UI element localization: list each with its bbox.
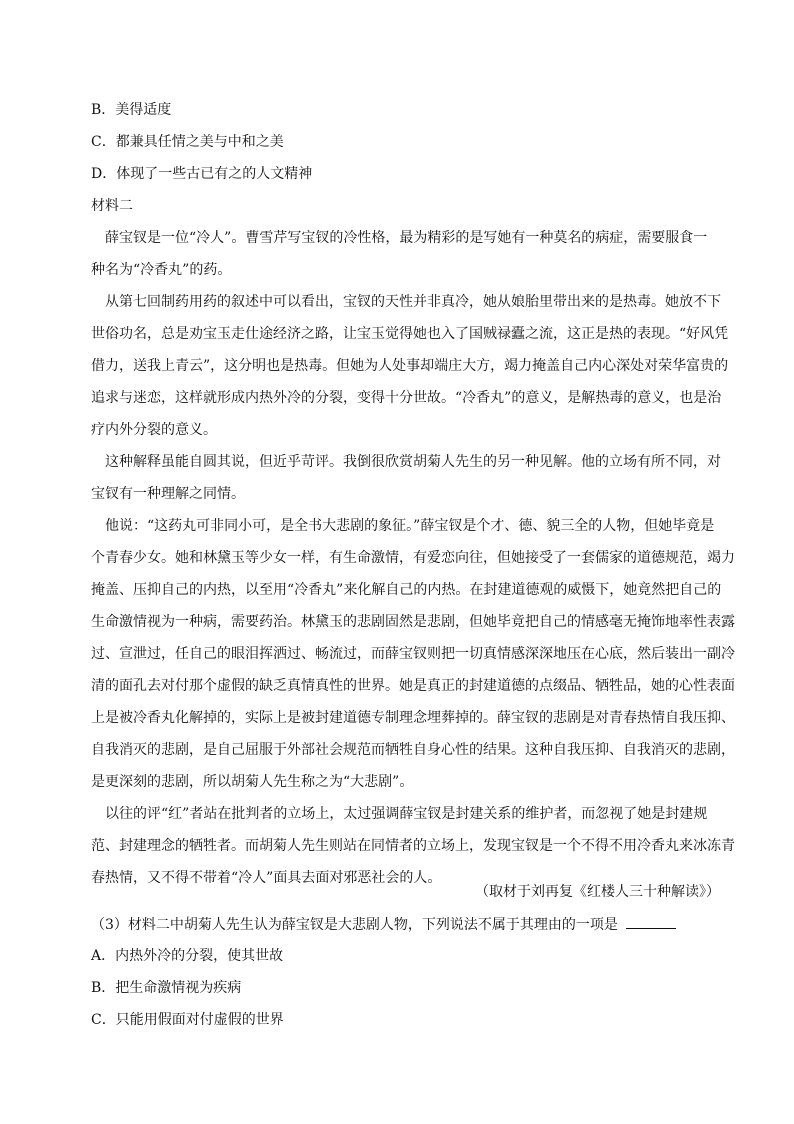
option-c-bottom: C．只能用假面对付虚假的世界 bbox=[91, 1012, 284, 1028]
paragraph-4-line-1: 他说：“这药丸可非同小可，是全书大悲剧的象征。”薛宝钗是个才、德、貌三全的人物，但她毕竟是 bbox=[105, 518, 715, 534]
option-b: B．美得适度 bbox=[91, 102, 172, 118]
source-citation: （取材于刘再复《红楼人三十种解读》） bbox=[475, 884, 720, 900]
paragraph-1-line-1: 薛宝钗是一位“冷人”。曹雪芹写宝钗的冷性格，最为精彩的是写她有一种莫名的病症，需要服食一 bbox=[105, 230, 708, 246]
paragraph-5-line-2: 范、封建理念的牺牲者。而胡菊人先生则站在同情者的立场上，发现宝钗是一个不得不用冷香丸来冰冻青 bbox=[91, 838, 735, 854]
question-3 bbox=[0, 916, 794, 933]
paragraph-2-line-3: 借力，送我上青云”，这分明也是热毒。但她为人处事却端庄大方，竭力掩盖自己内心深处对荣华富贵的 bbox=[91, 358, 729, 374]
paragraph-2-line-2: 世俗功名，总是劝宝玉走仕途经济之路，让宝玉觉得她也入了国贼禄蠹之流，这正是热的表现。“好风凭 bbox=[91, 326, 729, 342]
paragraph-4-line-5: 过、宣泄过，任自己的眼泪挥洒过、畅流过，而薛宝钗则把一切真情感深深地压在心底，然后装出一副冷 bbox=[91, 646, 735, 662]
paragraph-2-line-1: 从第七回制药用药的叙述中可以看出，宝钗的天性并非真冷，她从娘胎里带出来的是热毒。她放不下 bbox=[105, 294, 721, 310]
paragraph-4-line-8: 自我消灭的悲剧，是自己屈服于外部社会规范而牺牲自身心性的结果。这种自我压抑、自我消灭的悲剧， bbox=[91, 742, 735, 758]
paragraph-5-line-3: 春热情，又不得不带着“冷人”面具去面对邪恶社会的人。 bbox=[91, 870, 442, 886]
paragraph-2-line-5: 疗内外分裂的意义。 bbox=[91, 422, 217, 438]
option-c: C．都兼具任情之美与中和之美 bbox=[91, 134, 284, 150]
paragraph-4-line-9: 是更深刻的悲剧，所以胡菊人先生称之为“大悲剧”。 bbox=[91, 774, 414, 790]
option-b-bottom: B．把生命激情视为疾病 bbox=[91, 980, 242, 996]
option-d: D．体现了一些古已有之的人文精神 bbox=[91, 166, 313, 182]
paragraph-4-line-3: 掩盖、压抑自己的内热，以至用“冷香丸”来化解自己的内热。在封建道德观的威慑下，她竟然把自己的 bbox=[91, 582, 722, 598]
answer-blank[interactable] bbox=[626, 916, 676, 929]
paragraph-3-line-1: 这种解释虽能自圆其说，但近乎苛评。我倒很欣赏胡菊人先生的另一种见解。他的立场有所不同，对 bbox=[105, 454, 721, 470]
paragraph-4-line-4: 生命激情视为一种病，需要药治。林黛玉的悲剧固然是悲剧，但她毕竟把自己的情感毫无掩饰地率性表露 bbox=[91, 614, 735, 630]
paragraph-2-line-4: 追求与迷恋，这样就形成内热外冷的分裂，变得十分世故。“冷香丸”的意义，是解热毒的意义，也是治 bbox=[91, 390, 722, 406]
question-text: （3）材料二中胡菊人先生认为薛宝钗是大悲剧人物，下列说法不属于其理由的一项是 bbox=[91, 917, 618, 933]
paragraph-5-line-1: 以往的评“红”者站在批判者的立场上，太过强调薛宝钗是封建关系的维护者，而忽视了她是封建规 bbox=[105, 806, 708, 822]
paragraph-3-line-2: 宝钗有一种理解之同情。 bbox=[91, 486, 245, 502]
material-label: 材料二 bbox=[91, 198, 133, 214]
paragraph-4-line-6: 清的面孔去对付那个虚假的缺乏真情真性的世界。她是真正的封建道德的点缀品、牺牲品，她的心性表面 bbox=[91, 678, 735, 694]
option-a: A．内热外冷的分裂，使其世故 bbox=[91, 948, 284, 964]
paragraph-4-line-2: 个青春少女。她和林黛玉等少女一样，有生命激情，有爱恋向往，但她接受了一套儒家的道德规范，竭力 bbox=[91, 550, 735, 566]
paragraph-4-line-7: 上是被冷香丸化解掉的，实际上是被封建道德专制理念埋葬掉的。薛宝钗的悲剧是对青春热情自我压抑、 bbox=[91, 710, 735, 726]
paragraph-1-line-2: 种名为“冷香丸”的药。 bbox=[91, 262, 232, 278]
